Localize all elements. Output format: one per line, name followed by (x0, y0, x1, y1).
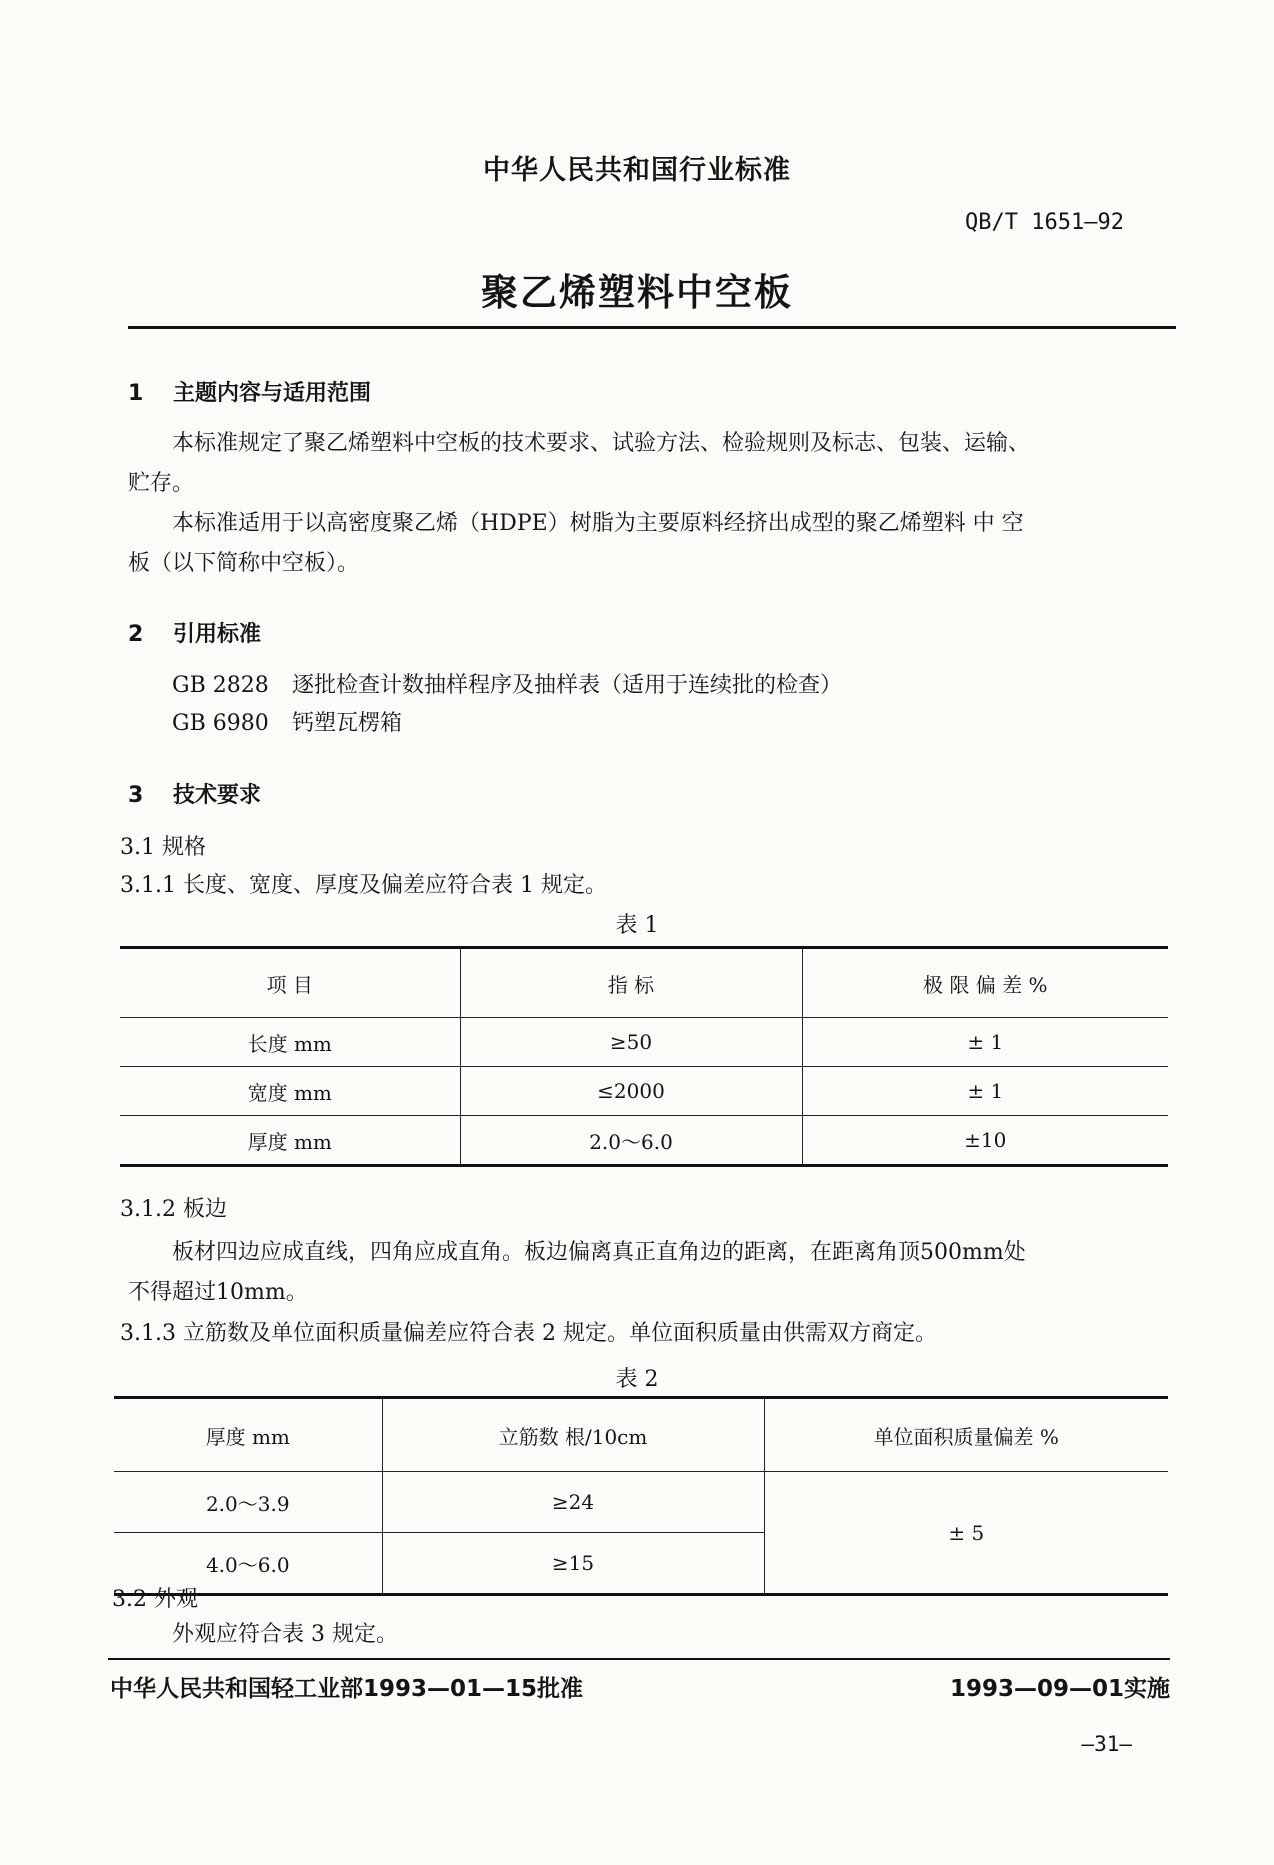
footer-rule (108, 1658, 1170, 1660)
table-cell: ≤2000 (460, 1067, 802, 1116)
clause-3-2-text: 外观应符合表 3 规定。 (172, 1622, 398, 1647)
section-2-title: 引用标准 (172, 622, 261, 647)
table-row (120, 1067, 1168, 1116)
table-1 (120, 946, 1168, 1167)
clause-3-1-1: 3.1.1 长度、宽度、厚度及偏差应符合表 1 规定。 (120, 873, 607, 898)
section-1-number: 1 (128, 381, 144, 406)
clause-3-2: 3.2 外观 (112, 1587, 198, 1612)
table-header-row (114, 1398, 1168, 1472)
table-cell: ±10 (802, 1116, 1168, 1166)
reference-title: 钙塑瓦楞箱 (292, 711, 403, 736)
table-cell-merged: ± 5 (764, 1472, 1168, 1595)
table-header-cell: 厚度 mm (114, 1398, 382, 1472)
effective-date: 1993—09—01实施 (949, 1676, 1170, 1702)
table-cell: ± 1 (802, 1067, 1168, 1116)
table-2 (114, 1396, 1168, 1596)
clause-3-1-2-text-line-2: 不得超过10mm。 (128, 1280, 308, 1305)
table-2-caption: 表 2 (615, 1367, 659, 1392)
clause-3-1-2: 3.1.2 板边 (120, 1197, 227, 1222)
reference-item (172, 668, 842, 699)
reference-title: 逐批检查计数抽样程序及抽样表（适用于连续批的检查） (292, 673, 843, 698)
table-header-cell: 指 标 (460, 948, 802, 1018)
clause-3-1-2-text-line-1: 板材四边应成直线，四角应成直角。板边偏离真正直角边的距离，在距离角顶500mm处 (172, 1240, 1026, 1265)
reference-code: GB 6980 (172, 711, 269, 736)
table-cell: 长度 mm (120, 1018, 460, 1067)
table-1-caption: 表 1 (615, 913, 659, 938)
clause-3-1: 3.1 规格 (120, 835, 206, 860)
section-1-heading (128, 376, 371, 407)
section-1-title: 主题内容与适用范围 (172, 381, 371, 406)
section-2-number: 2 (128, 622, 144, 647)
table-cell: 厚度 mm (247, 1129, 332, 1154)
table-cell: ≥15 (382, 1533, 764, 1595)
section-1-para-1-line-1: 本标准规定了聚乙烯塑料中空板的技术要求、试验方法、检验规则及标志、包装、运输、 (172, 431, 1031, 456)
table-cell: 2.0～6.0 (460, 1116, 802, 1166)
table-header-cell: 项 目 (120, 948, 460, 1018)
document-title: 聚乙烯塑料中空板 (481, 271, 793, 314)
standard-code: QB/T 1651—92 (965, 210, 1124, 235)
table-header-cell: 单位面积质量偏差 % (764, 1398, 1168, 1472)
table-cell: ± 1 (802, 1018, 1168, 1067)
table-header-row (120, 948, 1168, 1018)
page-number: —31— (1081, 1732, 1132, 1756)
section-1-para-1-line-2: 贮存。 (128, 471, 195, 496)
table-cell: 2.0～3.9 (114, 1472, 382, 1533)
section-1-para-2-line-1: 本标准适用于以高密度聚乙烯（HDPE）树脂为主要原料经挤出成型的聚乙烯塑料 中 空 (172, 511, 1024, 536)
table-cell: ≥50 (460, 1018, 802, 1067)
section-3-heading (128, 778, 261, 809)
approval-line: 中华人民共和国轻工业部1993—01—15批准 (110, 1676, 584, 1702)
reference-code: GB 2828 (172, 673, 269, 698)
table-cell: 宽度 mm (120, 1067, 460, 1116)
table-row (120, 1018, 1168, 1067)
table-header-cell: 立筋数 根/10cm (382, 1398, 764, 1472)
title-rule (128, 326, 1176, 329)
section-3-title: 技术要求 (172, 783, 261, 808)
section-1-para-2-line-2: 板（以下简称中空板）。 (128, 551, 360, 576)
reference-item (172, 706, 402, 737)
table-cell: 4.0～6.0 (205, 1552, 290, 1577)
section-2-heading (128, 617, 261, 648)
table-row (120, 1116, 1168, 1166)
section-3-number: 3 (128, 783, 144, 808)
table-row (114, 1472, 1168, 1533)
table-cell: ≥24 (382, 1472, 764, 1533)
clause-3-1-3: 3.1.3 立筋数及单位面积质量偏差应符合表 2 规定。单位面积质量由供需双方商定。 (120, 1321, 937, 1346)
table-header-cell: 极 限 偏 差 % (802, 948, 1168, 1018)
standard-header: 中华人民共和国行业标准 (483, 155, 791, 186)
